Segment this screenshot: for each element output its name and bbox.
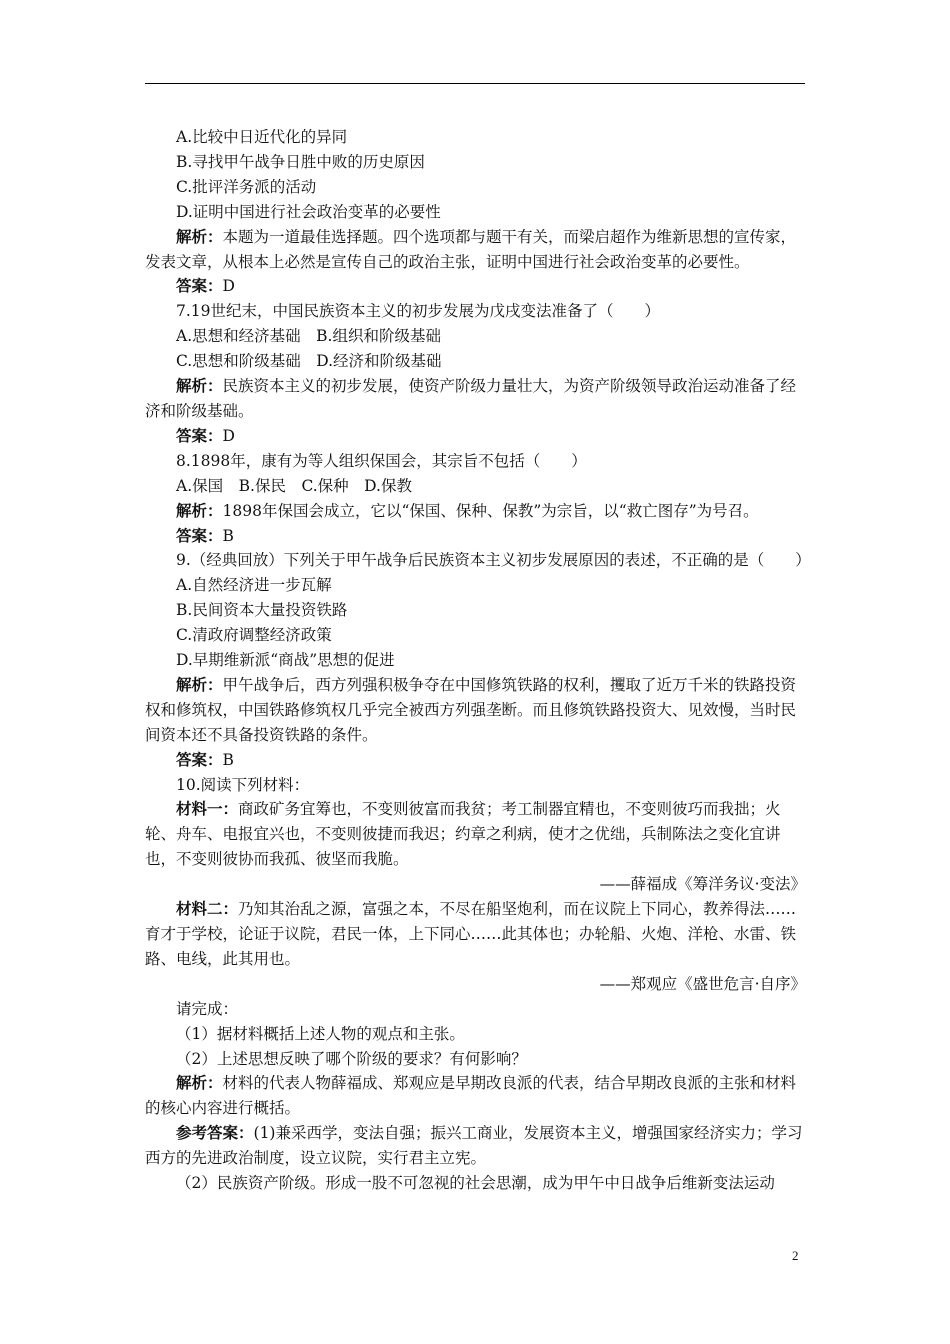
q6-option-a: A.比较中日近代化的异同 (176, 128, 348, 146)
q10-material-2-source: ——郑观应《盛世危言·自序》 (599, 974, 806, 993)
q7-options-line2: C.思想和阶级基础 D.经济和阶级基础 (176, 352, 442, 371)
material-label: 材料一： (176, 799, 239, 819)
q9-analysis (145, 673, 810, 748)
q10-material-1-source: ——薛福成《筹洋务议·变法》 (599, 875, 806, 894)
material-text: 乃知其治乱之源，富强之本，不尽在船坚炮利，而在议院上下同心，教养得法……育才于学校，论证于议院，君民一体，上下同心……此其体也；办轮船、火炮、洋枪、水雷、铁路、电线，此其用也。 (145, 900, 797, 968)
analysis-text: 1898年保国会成立，它以“保国、保种、保教”为宗旨，以“救亡图存”为号召。 (222, 501, 759, 520)
q7-answer (145, 424, 810, 449)
q10-material-1 (145, 797, 810, 872)
analysis-label: 解析： (176, 376, 223, 396)
q6-answer (145, 274, 810, 299)
answer-value: D (222, 277, 235, 296)
material-label: 材料二： (176, 899, 239, 919)
q9-option-d: D.早期维新派“商战”思想的促进 (176, 651, 395, 670)
page-number: 2 (792, 1248, 799, 1263)
q6-option-d: D.证明中国进行社会政治变革的必要性 (176, 202, 441, 221)
q7-options-line1: A.思想和经济基础 B.组织和阶级基础 (176, 327, 441, 346)
q9-stem: 9.（经典回放）下列关于甲午战争后民族资本主义初步发展原因的表述，不正确的是（ ） (176, 551, 811, 570)
answer-label: 答案： (176, 749, 223, 769)
answer-label: 答案： (176, 276, 223, 296)
q10-sub-question-1: （1）据材料概括上述人物的观点和主张。 (176, 1024, 465, 1043)
answer-value: B (222, 526, 234, 545)
q6-option-c: C.批评洋务派的活动 (176, 177, 317, 196)
q8-answer (145, 524, 810, 549)
analysis-text: 民族资本主义的初步发展，使资产阶级力量壮大，为资产阶级领导政治运动准备了经济和阶级基础。 (145, 377, 797, 420)
header-rule (145, 83, 805, 84)
material-text: 商政矿务宜筹也，不变则彼富而我贫；考工制器宜精也，不变则彼巧而我拙；火轮、舟车、电报宜兴也，不变则彼捷而我迟；约章之利病，使才之优绌，兵制陈法之变化宜讲也，不变则彼协而我孤、彼坚而我脆。 (145, 800, 781, 869)
answer-label: 答案： (176, 525, 223, 545)
q10-reference-answer-2: （2）民族资产阶级。形成一股不可忽视的社会思潮，成为甲午中日战争后维新变法运动 (176, 1174, 775, 1193)
q9-option-c: C.清政府调整经济政策 (176, 626, 332, 645)
q7-analysis (145, 374, 810, 424)
q9-answer (145, 748, 810, 773)
analysis-label: 解析： (176, 674, 223, 694)
reference-answer-text: (1)兼采西学，变法自强；振兴工商业，发展资本主义，增强国家经济实力；学习西方的先进政治制度，设立议院，实行君主立宪。 (145, 1124, 803, 1168)
q7-stem: 7.19世纪末，中国民族资本主义的初步发展为戊戌变法准备了（ ） (176, 302, 661, 321)
answer-value: B (222, 750, 234, 769)
q10-stem: 10.阅读下列材料： (176, 775, 310, 794)
q10-material-2 (145, 897, 810, 972)
document-body (145, 125, 810, 1196)
q10-sub-question-2: （2）上述思想反映了哪个阶级的要求？有何影响？ (176, 1049, 527, 1068)
answer-label: 答案： (176, 425, 223, 445)
q9-option-b: B.民间资本大量投资铁路 (176, 601, 348, 620)
q6-analysis (145, 225, 810, 275)
analysis-label: 解析： (176, 1073, 223, 1093)
q9-option-a: A.自然经济进一步瓦解 (176, 576, 332, 595)
reference-answer-label: 参考答案： (176, 1123, 254, 1143)
q10-reference-answer-1 (145, 1121, 810, 1171)
analysis-text: 材料的代表人物薛福成、郑观应是早期改良派的代表，结合早期改良派的主张和材料的核心内容进行概括。 (145, 1074, 797, 1118)
analysis-text: 甲午战争后，西方列强积极争夺在中国修筑铁路的权利，攫取了近万千米的铁路投资权和修筑权，中国铁路修筑权几乎完全被西方列强垄断。而且修筑铁路投资大、见效慢，当时民间资本还不具备投资铁路的条件。 (145, 675, 797, 744)
analysis-label: 解析： (176, 226, 223, 246)
answer-value: D (222, 426, 235, 445)
analysis-label: 解析： (176, 500, 223, 520)
q8-options: A.保国 B.保民 C.保种 D.保教 (176, 476, 412, 495)
q8-analysis (145, 499, 810, 524)
q10-analysis (145, 1071, 810, 1121)
q6-option-b: B.寻找甲午战争日胜中败的历史原因 (176, 152, 425, 171)
analysis-text: 本题为一道最佳选择题。四个选项都与题干有关，而梁启超作为维新思想的宣传家，发表文章，从根本上必然是宣传自己的政治主张，证明中国进行社会政治变革的必要性。 (145, 227, 797, 271)
q8-stem: 8.1898年，康有为等人组织保国会，其宗旨不包括（ ） (176, 451, 587, 470)
q10-request: 请完成： (176, 999, 239, 1018)
